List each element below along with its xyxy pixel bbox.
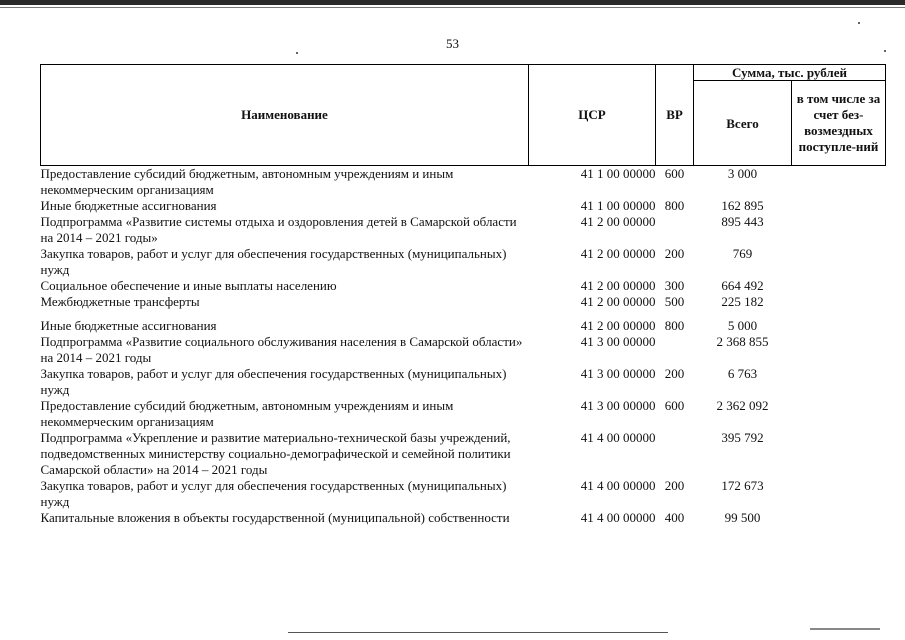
row-csr-cell: 41 2 00 00000 [580,246,656,261]
table-row [41,310,886,334]
row-vr-cell [656,214,694,246]
row-csr-cell: 41 1 00 00000 [580,166,656,181]
row-total-cell: 225 182 [721,294,764,309]
scan-top-border [0,0,905,5]
row-csr-cell: 41 4 00 00000 [580,430,656,445]
budget-table [40,64,886,526]
header-sum: Сумма, тыс. рублей [694,65,886,81]
row-name-cell: Предоставление субсидий бюджетным, автономным учреждениям и иным некоммерческим организациям [40,166,454,197]
row-total-cell: 395 792 [721,430,764,445]
table-row [41,198,886,214]
row-including-cell [792,334,886,366]
header-vr: ВР [656,65,694,166]
row-including-cell [792,294,886,310]
row-vr-cell: 800 [664,198,685,213]
row-name-cell: Капитальные вложения в объекты государственной (муниципальной) собственности [40,510,510,525]
row-csr-cell: 41 3 00 00000 [580,334,656,349]
header-total: Всего [694,81,792,166]
row-name-cell: Подпрограмма «Укрепление и развитие материально-технической базы учреждений, подведомственных министерству социально-демографической и семейной политики Самарской области» на 2014 – 2021 годы [40,430,511,477]
row-including-cell [792,278,886,294]
scan-speck [296,52,298,54]
row-including-cell [792,246,886,278]
row-vr-cell: 200 [664,366,685,381]
row-including-cell [792,166,886,199]
row-total-cell: 769 [732,246,753,261]
row-total-cell: 172 673 [721,478,764,493]
scan-bottom-mark [810,628,880,630]
row-total-cell: 895 443 [721,214,764,229]
table-row [41,278,886,294]
row-name-cell: Иные бюджетные ассигнования [40,318,217,333]
table-row [41,478,886,510]
row-total-cell: 5 000 [727,318,758,333]
row-including-cell [792,398,886,430]
scan-speck [858,22,860,24]
row-vr-cell [656,430,694,478]
row-vr-cell: 300 [664,278,685,293]
row-name-cell: Закупка товаров, работ и услуг для обеспечения государственных (муниципальных) нужд [40,366,507,397]
table-row [41,510,886,526]
table-row [41,398,886,430]
row-total-cell: 2 368 855 [716,334,769,349]
row-total-cell: 664 492 [721,278,764,293]
row-csr-cell: 41 2 00 00000 [580,318,656,333]
table-row [41,294,886,310]
row-including-cell [792,478,886,510]
row-name-cell: Закупка товаров, работ и услуг для обеспечения государственных (муниципальных) нужд [40,246,507,277]
row-name-cell: Предоставление субсидий бюджетным, автономным учреждениям и иным некоммерческим организациям [40,398,454,429]
scan-bottom-line [288,632,668,633]
table-header [41,65,886,166]
row-including-cell [792,510,886,526]
row-including-cell [792,310,886,334]
table-row [41,334,886,366]
row-vr-cell: 200 [664,478,685,493]
row-total-cell: 99 500 [724,510,761,525]
row-total-cell: 6 763 [727,366,758,381]
row-including-cell [792,366,886,398]
table-row [41,246,886,278]
row-name-cell: Подпрограмма «Развитие социального обслуживания населения в Самарской области» на 2014 – 2021 годы [40,334,523,365]
row-name-cell: Подпрограмма «Развитие системы отдыха и оздоровления детей в Самарской области на 2014 – 2021 годы» [40,214,517,245]
row-including-cell [792,214,886,246]
row-csr-cell: 41 3 00 00000 [580,398,656,413]
row-csr-cell: 41 2 00 00000 [580,214,656,229]
row-vr-cell: 400 [664,510,685,525]
table-row [41,214,886,246]
page-number: 53 [446,36,459,51]
row-csr-cell: 41 4 00 00000 [580,510,656,525]
row-vr-cell: 200 [664,246,685,261]
row-name-cell: Социальное обеспечение и иные выплаты населению [40,278,337,293]
scan-top-line [0,7,905,8]
row-vr-cell: 600 [664,166,685,181]
table-row [41,166,886,199]
row-total-cell: 162 895 [721,198,764,213]
table-row [41,366,886,398]
row-name-cell: Межбюджетные трансферты [40,294,200,309]
row-total-cell: 2 362 092 [716,398,769,413]
row-name-cell: Иные бюджетные ассигнования [40,198,217,213]
row-total-cell: 3 000 [727,166,758,181]
row-csr-cell: 41 2 00 00000 [580,278,656,293]
row-including-cell [792,430,886,478]
row-including-cell [792,198,886,214]
header-csr: ЦСР [529,65,656,166]
row-name-cell: Закупка товаров, работ и услуг для обеспечения государственных (муниципальных) нужд [40,478,507,509]
header-including: в том числе за счет без-возмездных поступле-ний [792,81,886,166]
row-csr-cell: 41 2 00 00000 [580,294,656,309]
row-csr-cell: 41 1 00 00000 [580,198,656,213]
row-vr-cell: 600 [664,398,685,413]
row-csr-cell: 41 4 00 00000 [580,478,656,493]
table-row [41,430,886,478]
row-vr-cell: 800 [664,318,685,333]
row-vr-cell: 500 [664,294,685,309]
table-body [41,166,886,527]
header-name: Наименование [41,65,529,166]
row-vr-cell [656,334,694,366]
row-csr-cell: 41 3 00 00000 [580,366,656,381]
